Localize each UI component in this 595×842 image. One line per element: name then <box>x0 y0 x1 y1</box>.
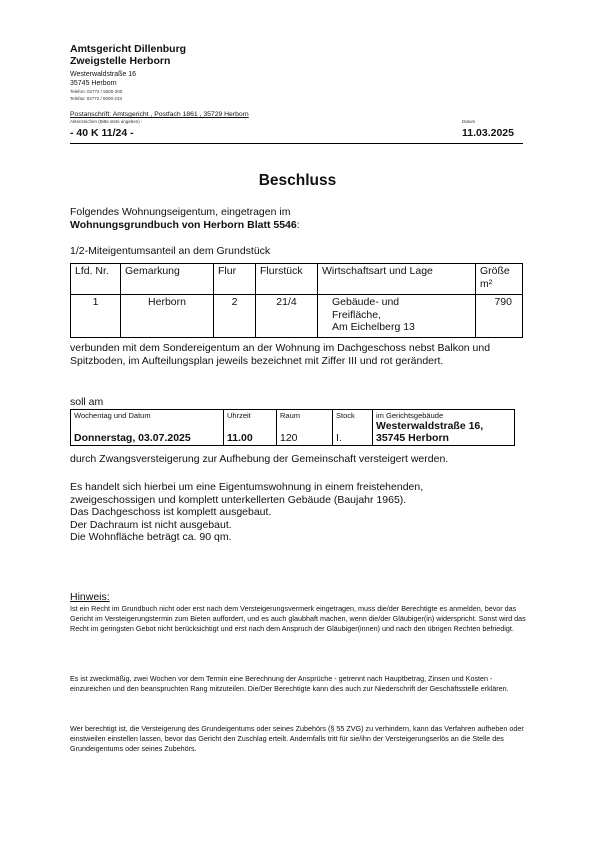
termin-building-line1: Westerwaldstraße 16, <box>376 420 484 432</box>
termin-date-cell <box>71 410 224 446</box>
intro-line1: Folgendes Wohnungseigentum, eingetragen im <box>70 206 291 218</box>
termin-room-label: Raum <box>280 411 301 420</box>
document-date: 11.03.2025 <box>462 127 514 139</box>
termin-row <box>71 410 515 446</box>
termin-room: 120 <box>280 432 298 444</box>
cell-lage <box>318 295 476 338</box>
termin-room-cell <box>277 410 333 446</box>
document-title: Beschluss <box>258 172 337 189</box>
beschreibung-line: Der Dachraum ist nicht ausgebaut. <box>70 518 232 531</box>
beschreibung <box>70 481 525 544</box>
hinweis-title: Hinweis: <box>70 591 110 603</box>
hinweis-paragraph-3: Wer berechtigt ist, die Versteigerung des Grundeigentums oder seines Zubehörs (§ 55 ZVG) zu verhindern, kann das Verfahren aufheben oder einstweilen einstellen lassen, bevor das Gericht den Zuschlag erteilt. Andernfalls tritt für sie/ihn der Versteigerungserlös an die Stelle des Grundeigentums oder seines Zubehörs. <box>70 724 524 753</box>
termin-floor: I. <box>336 432 342 444</box>
termin-table <box>70 409 515 446</box>
cell-gemarkung: Herborn <box>121 295 214 338</box>
cell-lfd: 1 <box>71 295 121 338</box>
aktenzeichen-label: Aktenzeichen (Bitte stets angeben) : <box>70 119 143 124</box>
court-city: 35745 Herborn <box>70 80 117 87</box>
postal-address: Postanschrift: Amtsgericht , Postfach 1861 , 35729 Herborn <box>70 111 249 118</box>
grundbuch-colon: : <box>296 219 300 231</box>
termin-floor-cell <box>333 410 373 446</box>
datum-label: Datum <box>462 119 476 124</box>
lage-line: Am Eichelberg 13 <box>332 321 415 333</box>
table-row <box>71 295 523 338</box>
hinweis-paragraph-2: Es ist zweckmäßig, zwei Wochen vor dem Termin eine Berechnung der Ansprüche - getrennt nach Hauptbetrag, Zinsen und Kosten - einzureichen und den beanspruchten Rang mitzuteilen. Die/Der Berechtigte kann dies auch zur Niederschrift der Geschäftsstelle erklären. <box>70 674 509 693</box>
beschreibung-line: Das Dachgeschoss ist komplett ausgebaut. <box>70 506 272 518</box>
cell-flurstueck: 21/4 <box>256 295 318 338</box>
header-lfd: Lfd. Nr. <box>71 264 121 295</box>
header-divider <box>70 143 523 144</box>
lage-line: Freifläche, <box>332 308 382 321</box>
grundbuch-reference: Wohnungsgrundbuch von Herborn Blatt 5546 <box>70 219 297 231</box>
termin-building-cell <box>373 410 515 446</box>
cell-flur: 2 <box>214 295 256 338</box>
court-phone: Telefon: 02772 / 5000-200 <box>70 89 123 94</box>
termin-time: 11.00 <box>227 432 253 444</box>
property-table <box>70 263 523 338</box>
header-gemarkung: Gemarkung <box>121 264 214 295</box>
court-fax: Telefax: 02772 / 5000-233 <box>70 96 123 101</box>
beschreibung-line: Die Wohnfläche beträgt ca. 90 qm. <box>70 531 232 543</box>
share-line: 1/2-Miteigentumsanteil an dem Grundstück <box>70 245 271 257</box>
court-street: Westerwaldstraße 16 <box>70 71 137 78</box>
header-wirtschaftsart: Wirtschaftsart und Lage <box>318 264 476 295</box>
termin-building-label: im Gerichtsgebäude <box>376 411 444 420</box>
termin-time-cell <box>224 410 277 446</box>
zwangsversteigerung-text: durch Zwangsversteigerung zur Aufhebung der Gemeinschaft versteigert werden. <box>70 453 449 465</box>
beschreibung-line: zweigeschossigen und komplett unterkellerten Gebäude (Baujahr 1965). <box>70 493 407 506</box>
termin-time-label: Uhrzeit <box>227 411 251 420</box>
header-groesse: Größe m² <box>476 264 523 295</box>
sondereigentum-text: verbunden mit dem Sondereigentum an der Wohnung im Dachgeschoss nebst Balkon und Spitzboden, im Aufteilungsplan jeweils bezeichnet mit Ziffer III und rot gerändert. <box>70 342 491 367</box>
termin-date-label: Wochentag und Datum <box>74 411 151 420</box>
court-branch: Zweigstelle Herborn <box>70 55 171 67</box>
header-flur: Flur <box>214 264 256 295</box>
lage-line: Gebäude- und <box>332 296 400 308</box>
termin-building-line2: 35745 Herborn <box>376 432 449 444</box>
soll-am: soll am <box>70 396 104 408</box>
termin-date: Donnerstag, 03.07.2025 <box>74 432 191 444</box>
header-flurstueck: Flurstück <box>256 264 318 295</box>
cell-groesse: 790 <box>476 295 523 338</box>
court-name: Amtsgericht Dillenburg <box>70 43 187 55</box>
termin-floor-label: Stock <box>336 411 355 420</box>
aktenzeichen: - 40 K 11/24 - <box>70 127 134 139</box>
hinweis-paragraph-1: Ist ein Recht im Grundbuch nicht oder erst nach dem Versteigerungsvermerk eingetragen, muss die/der Berechtigte es anmelden, bevor das Gericht im Versteigerungstermin zum Bieten auffordert, und es auch glaubhaft machen, wenn die/der Gläubiger(in) widerspricht. Sonst wird das Recht im geringsten Gebot nicht berücksichtigt und erst nach dem Anspruch der Gläubiger(innen) und nach den übrigen Rechten befriedigt. <box>70 604 526 633</box>
beschreibung-line: Es handelt sich hierbei um eine Eigentumswohnung in einem freistehenden, <box>70 481 424 493</box>
intro-line2 <box>70 219 525 232</box>
property-table-header <box>71 264 523 295</box>
